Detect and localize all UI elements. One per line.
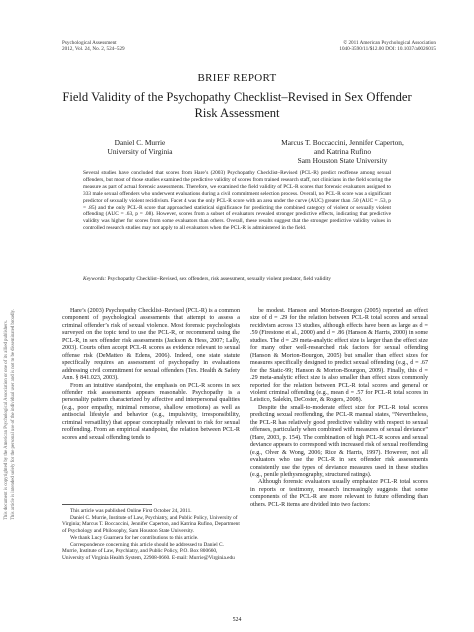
body-paragraph: Despite the small-to-moderate effect size for PCL-R total scores predicting sexual reoffending, the PCL-R manual states, “Nevertheless, the PCL-R has relatively good predictive validity with respect to sexual offenses, particularly when combined with measures of sexual deviance” (Hare, 2003, p. 154). The combination of high PCL-R scores and sexual deviance appears to correspond with increased risk of sexual reoffending (e.g., Olver & Wong, 2006; Rice & Harris, 1997). However, not all evaluators who use the PCL-R in sex offender risk assessments consistently use the types of deviance measures used in these studies (e.g., penile plethysmography, structured ratings). [250, 404, 428, 478]
sidebar-line-1: This document is copyrighted by the American Psychological Association or one of its allied publishers. [4, 320, 9, 520]
section-label: BRIEF REPORT [197, 72, 277, 84]
author-notes [62, 508, 240, 562]
title-line-2: Risk Assessment [194, 105, 280, 120]
title-line-1: Field Validity of the Psychopathy Checklist–Revised in Sex Offender [62, 90, 412, 104]
author-note: This article was published Online First October 24, 2011. [70, 508, 192, 514]
author-note: We thank Lucy Guarnera for her contributions to this article. [70, 534, 199, 541]
journal-name: Psychological Assessment [62, 40, 117, 46]
keywords-label: Keywords: [83, 276, 107, 282]
keywords-text: Psychopathy Checklist–Revised, sex offenders, risk assessment, sexually violent predator, field validity [107, 276, 331, 282]
author-note: Correspondence concerning this article should be addressed to Daniel C. Murrie, Institute of Law, Psychiatry, and Public Policy, P.O. Box 800660, University of Virginia Health System, 22908-0660. E-mail: Murrie@Virginia.edu [62, 541, 235, 561]
author-names-1: Marcus T. Boccaccini, Jennifer Caperton, [281, 138, 404, 147]
journal-header-left [62, 40, 125, 53]
keywords [83, 276, 391, 283]
doi-line: 1040-3590/11/$12.00 DOI: 10.1037/a0026015 [339, 46, 436, 53]
body-paragraph: From an intuitive standpoint, the emphasis on PCL-R scores in sex offender risk assessments appears reasonable. Psychopathy is a personality pattern characterized by affective and interpersonal qualities (e.g., poor empathy, minimal remorse, shallow emotions) as well as antisocial lifestyle and behavior (e.g., impulsivity, irresponsibility, criminal versatility) that appear conceptually relevant to risk for sexual reoffending. From an empirical standpoint, the relation between PCL-R scores and sexual offending tends to [62, 382, 240, 441]
journal-issue: 2012, Vol. 24, No. 2, 524–529 [62, 46, 125, 53]
abstract: Several studies have concluded that scores from Hare’s (2003) Psychopathy Checklist–Revised (PCL-R) predict reoffense among sexual offenders, but most of those studies examined the predictive validity of scores from trained research staff, not clinicians in the field scoring the measure as part of actual forensic assessments. Therefore, we examined the field validity of PCL-R scores that forensic evaluators assigned to 333 male sexual offenders who underwent evaluations during a civil commitment selection process. Overall, no PCL-R score was a significant predictor of sexually violent recidivism. Facet 4 was the only PCL-R score with an area under the curve (AUC) greater than .50 (AUC = .53, p = .85) and the only PCL-R score that approached statistical significance for predicting the combined category of violent or sexually violent offending (AUC = .63, p = .08). However, scores from a subset of evaluators revealed stronger predictive effects, indicating that predictive validity was higher for scores from some evaluators than others. Overall, these results suggest that the stronger predictive validity values in controlled research studies may not apply to all evaluators when the PCL-R is administered in the field. [83, 170, 391, 232]
journal-header-right [339, 40, 436, 53]
body-column-left [62, 308, 240, 442]
body-paragraph: Although forensic evaluators usually emphasize PCL-R total scores in reports or testimony, research increasingly suggests that some components of the PCL-R are more relevant to future offending than others. PCL-R items are divided into two factors: [250, 479, 428, 508]
author-block-left [90, 138, 190, 156]
author-block-right [255, 138, 430, 165]
author-name: Daniel C. Murrie [114, 138, 166, 147]
page-number: 524 [232, 617, 242, 623]
body-paragraph: Hare’s (2003) Psychopathy Checklist–Revised (PCL-R) is a common component of psychological assessments that attempt to assess a criminal offender’s risk of sexual violence. Most forensic psychologists surveyed on the topic tend to use the PCL-R, or recommend using the PCL-R, in sex offender risk assessments (Jackson & Hess, 2007; Lally, 2003). Courts often accept PCL-R scores as evidence relevant to sexual offense risk (DeMatteo & Edens, 2006). Indeed, one state statute specifically requires an assessment of psychopathy in evaluations addressing civil commitment for sexual offenders (Tex. Health & Safety Ann. § 841.023, 2003). [62, 308, 240, 382]
article-title [40, 90, 434, 121]
author-names-2: and Katrina Rufino [313, 147, 372, 156]
copyright-sidebar [2, 120, 22, 520]
footnote-divider [62, 504, 152, 505]
sidebar-line-2: This article is intended solely for the personal use of the individual user and is not to be disseminated broadly. [11, 309, 16, 520]
body-column-right [250, 308, 428, 509]
author-note: Daniel C. Murrie, Institute of Law, Psychiatry, and Public Policy, University of Virginia; Marcus T. Boccaccini, Jennifer Caperton, and Katrina Rufino, Department of Psychology and Philosophy, Sam Houston State University. [62, 514, 240, 535]
body-paragraph: be modest. Hanson and Morton-Bourgon (2005) reported an effect size of d = .29 for the relation between PCL-R total scores and sexual recidivism across 13 studies, although effects have been as large as d = .59 (Firestone et al., 2000) and d = .86 (Hanson & Harris, 2000) in some studies. The d = .29 meta-analytic effect size is larger than the effect size for many other well-researched risk factors for sexual offending (Hanson & Morton-Bourgon, 2005) but smaller than effect sizes for measures specifically designed to predict sexual offending (e.g., d = .67 for the Static-99; Hanson & Morton-Bourgon, 2009). Finally, this d = .29 meta-analytic effect size is also smaller than effect sizes commonly reported for the relation between PCL-R total scores and general or violent criminal offending (e.g., mean d = .57 for PCL-R total scores in Leistico, Salekin, DeCoster, & Rogers, 2008). [250, 308, 428, 404]
author-affiliation: University of Virginia [107, 147, 173, 156]
copyright-line: © 2011 American Psychological Association [343, 40, 436, 46]
author-affiliation: Sam Houston State University [297, 156, 388, 165]
